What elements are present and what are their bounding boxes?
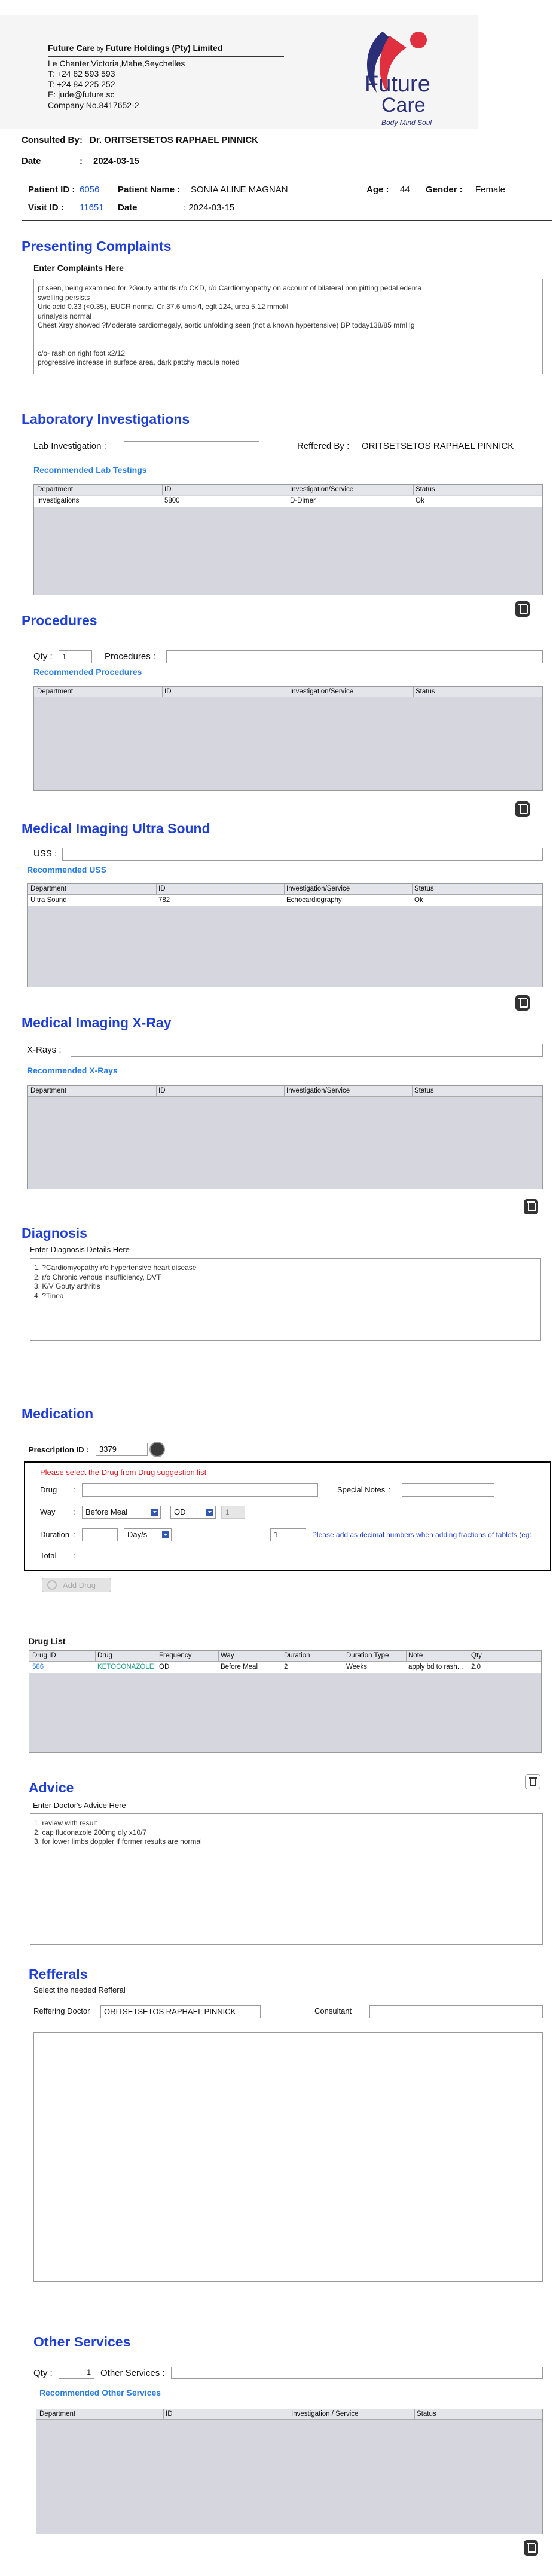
patient-name-label: Patient Name : bbox=[118, 185, 181, 195]
diagnosis-title: Diagnosis bbox=[22, 1225, 87, 1241]
medication-form bbox=[24, 1461, 551, 1571]
lab-row-department: Investigations bbox=[37, 497, 80, 504]
druglist-row-qty: 2.0 bbox=[471, 1663, 481, 1671]
col-separator bbox=[156, 1086, 157, 1097]
company-tel-1: T: +24 82 593 593 bbox=[48, 69, 115, 78]
xray-input[interactable] bbox=[71, 1044, 543, 1057]
druglist-col-duration-type: Duration Type bbox=[346, 1652, 389, 1659]
gender-label: Gender : bbox=[426, 185, 463, 195]
other-services-title: Other Services bbox=[33, 2334, 131, 2349]
col-separator bbox=[412, 884, 413, 895]
patient-id-label: Patient ID : bbox=[28, 185, 75, 195]
druglist-row-drug: KETOCONAZOLE bbox=[97, 1663, 154, 1671]
total-colon: : bbox=[73, 1551, 75, 1560]
advice-title: Advice bbox=[29, 1780, 74, 1795]
diagnosis-subtitle: Enter Diagnosis Details Here bbox=[30, 1245, 130, 1254]
druglist-row-note: apply bd to rash... bbox=[408, 1663, 463, 1671]
uss-col-id: ID bbox=[158, 885, 166, 892]
uss-col-service: Investigation/Service bbox=[286, 885, 350, 892]
tablets-input[interactable]: 1 bbox=[270, 1528, 306, 1541]
referring-doctor-input[interactable]: ORITSETSETOS RAPHAEL PINNICK bbox=[100, 2005, 261, 2018]
other-col-department: Department bbox=[39, 2410, 76, 2418]
lab-col-service: Investigation/Service bbox=[290, 486, 354, 493]
druglist-col-duration: Duration bbox=[284, 1652, 310, 1659]
druglist-col-qty: Qty bbox=[471, 1652, 482, 1659]
lab-row-id: 5800 bbox=[164, 497, 180, 504]
company-info bbox=[48, 43, 284, 111]
trash-can-body bbox=[530, 1779, 536, 1786]
col-separator bbox=[406, 1651, 407, 1662]
lab-row-status: Ok bbox=[416, 497, 424, 504]
druglist-grid-header bbox=[29, 1651, 541, 1662]
chevron-down-icon bbox=[206, 1509, 213, 1516]
chevron-down-icon bbox=[162, 1531, 169, 1538]
table-row[interactable] bbox=[34, 496, 542, 507]
way-value: Before Meal bbox=[85, 1507, 128, 1516]
drug-label: Drug bbox=[40, 1485, 57, 1494]
other-col-id: ID bbox=[166, 2410, 173, 2418]
col-separator bbox=[156, 884, 157, 895]
xray-grid-header bbox=[28, 1086, 542, 1097]
lab-title: Laboratory Investigations bbox=[22, 411, 190, 427]
other-recommended-title: Recommended Other Services bbox=[39, 2388, 161, 2397]
col-separator bbox=[95, 1651, 96, 1662]
visit-id-label: Visit ID : bbox=[28, 203, 64, 213]
frequency-select[interactable] bbox=[170, 1506, 216, 1519]
referring-doctor-label: Reffering Doctor bbox=[33, 2006, 90, 2015]
uss-grid bbox=[27, 883, 543, 987]
patient-id: 6056 bbox=[80, 185, 100, 195]
other-field-label: Other Services : bbox=[100, 2368, 165, 2378]
uss-row-id: 782 bbox=[158, 897, 170, 904]
frequency-value: OD bbox=[174, 1507, 186, 1516]
druglist-col-drug-id: Drug ID bbox=[32, 1652, 56, 1659]
proc-col-service: Investigation/Service bbox=[290, 688, 354, 695]
proc-col-id: ID bbox=[164, 688, 172, 695]
special-notes-colon: : bbox=[389, 1485, 391, 1494]
consult-date: 2024-03-15 bbox=[93, 156, 139, 166]
col-separator bbox=[412, 1086, 413, 1097]
druglist-title: Drug List bbox=[29, 1636, 66, 1646]
visit-date: : 2024-03-15 bbox=[184, 203, 235, 213]
duration-input[interactable] bbox=[82, 1528, 118, 1541]
col-separator bbox=[162, 485, 163, 495]
lab-grid-header bbox=[34, 485, 542, 495]
add-circle-icon bbox=[47, 1580, 57, 1590]
lab-investigation-input[interactable] bbox=[124, 441, 259, 454]
drug-input[interactable] bbox=[82, 1483, 318, 1497]
xray-col-department: Department bbox=[30, 1087, 67, 1094]
company-address: Le Chanter,Victoria,Mahe,Seychelles bbox=[48, 58, 185, 68]
complaints-title: Presenting Complaints bbox=[22, 238, 172, 254]
uss-field-label: USS : bbox=[33, 849, 57, 859]
col-separator bbox=[162, 687, 163, 697]
chevron-down-icon bbox=[151, 1509, 158, 1516]
druglist-row-duration-type: Weeks bbox=[346, 1663, 367, 1671]
complaints-textarea[interactable]: pt seen, being examined for ?Gouty arthritis r/o CKD, r/o Cardiomyopathy on account of bilateral non pitting pedal edema swelling persists Uric acid 0.33 (<0.35), EUCR normal Cr 37.6 umol/l, eglt 124, urea 5.12 mmol/l urinalysis normal Chest Xray showed ?Moderate cardiomegaly, aortic unfolding seen (not a known hypertensive) BP today138/85 mmHg c/o- rash on right foot x2/12 progressive increase in surface area, dark patchy macula noted bbox=[33, 279, 543, 374]
xray-title: Medical Imaging X-Ray bbox=[22, 1015, 172, 1030]
tablets-hint: Please add as decimal numbers when adding fractions of tablets (eg: bbox=[312, 1531, 531, 1539]
patient-age: 44 bbox=[400, 185, 410, 195]
proc-col-status: Status bbox=[416, 688, 435, 695]
uss-grid-header bbox=[28, 884, 542, 895]
procedures-qty-label: Qty : bbox=[33, 651, 53, 662]
refresh-icon[interactable] bbox=[149, 1442, 165, 1457]
procedures-field-label: Procedures : bbox=[105, 651, 156, 662]
company-tel-2: T: +24 84 225 252 bbox=[48, 79, 115, 89]
logo-text-care: Care bbox=[381, 94, 426, 117]
total-label: Total bbox=[40, 1551, 57, 1560]
other-delete-icon[interactable] bbox=[524, 2540, 538, 2556]
procedures-title: Procedures bbox=[22, 613, 97, 628]
logo-tagline: Body Mind Soul bbox=[381, 118, 432, 127]
other-services-grid bbox=[36, 2409, 543, 2534]
lab-referred-by: ORITSETSETOS RAPHAEL PINNICK bbox=[362, 441, 514, 451]
druglist-row-drug-id[interactable]: 586 bbox=[32, 1663, 44, 1671]
druglist-col-frequency: Frequency bbox=[159, 1652, 192, 1659]
add-drug-button[interactable] bbox=[42, 1578, 111, 1592]
drug-colon: : bbox=[73, 1485, 75, 1494]
col-separator bbox=[414, 2409, 415, 2420]
duration-unit-select[interactable] bbox=[124, 1528, 172, 1541]
col-separator bbox=[218, 1651, 219, 1662]
procedures-delete-icon[interactable] bbox=[515, 801, 530, 817]
future-care-logo bbox=[359, 27, 442, 131]
lab-row-service: D-Dimer bbox=[290, 497, 316, 504]
medication-warning: Please select the Drug from Drug suggestion list bbox=[40, 1468, 207, 1477]
age-label: Age : bbox=[366, 185, 389, 195]
trash-can-lid bbox=[529, 1777, 537, 1779]
lab-referred-label: Reffered By : bbox=[297, 441, 350, 451]
other-grid-header bbox=[36, 2409, 542, 2420]
consult-date-label: Date bbox=[22, 156, 41, 166]
druglist-row-way: Before Meal bbox=[221, 1663, 258, 1671]
table-row[interactable] bbox=[28, 895, 542, 906]
patient-info-box bbox=[22, 178, 552, 221]
uss-col-status: Status bbox=[414, 885, 434, 892]
lab-grid bbox=[33, 484, 543, 595]
patient-gender: Female bbox=[475, 185, 506, 195]
xray-col-id: ID bbox=[158, 1087, 166, 1094]
advice-subtitle: Enter Doctor's Advice Here bbox=[33, 1801, 126, 1810]
uss-title: Medical Imaging Ultra Sound bbox=[22, 821, 210, 836]
table-row[interactable] bbox=[29, 1662, 541, 1673]
frequency-count: 1 bbox=[221, 1506, 245, 1519]
col-separator bbox=[413, 687, 414, 697]
xray-field-label: X-Rays : bbox=[27, 1045, 62, 1055]
uss-row-status: Ok bbox=[414, 897, 423, 904]
consultant-input[interactable] bbox=[369, 2005, 543, 2018]
referrals-title: Refferals bbox=[29, 1966, 88, 1982]
add-drug-label: Add Drug bbox=[63, 1581, 96, 1590]
duration-unit-value: Day/s bbox=[127, 1530, 148, 1539]
druglist-delete-icon[interactable] bbox=[525, 1774, 540, 1789]
company-email: E: jude@future.sc bbox=[48, 90, 115, 99]
logo-text-future: Future bbox=[365, 72, 430, 97]
uss-input[interactable] bbox=[62, 848, 543, 861]
procedures-input[interactable] bbox=[166, 650, 543, 663]
lab-delete-icon[interactable] bbox=[515, 601, 530, 617]
other-qty-input[interactable]: 1 bbox=[59, 2367, 94, 2379]
other-col-service: Investigation / Service bbox=[291, 2410, 359, 2418]
company-name: Future Care by Future Holdings (Pty) Limited bbox=[48, 43, 223, 53]
lab-col-id: ID bbox=[164, 486, 172, 493]
procedures-grid-header bbox=[34, 687, 542, 697]
consulted-by-colon: : bbox=[80, 135, 83, 145]
consulted-by-doctor: Dr. ORITSETSETOS RAPHAEL PINNICK bbox=[90, 135, 258, 145]
medication-title: Medication bbox=[22, 1406, 94, 1421]
lab-field-label: Lab Investigation : bbox=[33, 441, 106, 451]
druglist-grid bbox=[29, 1650, 542, 1753]
consultant-label: Consultant bbox=[314, 2006, 352, 2015]
way-colon: : bbox=[73, 1507, 75, 1516]
advice-textarea[interactable]: 1. review with result 2. cap fluconazole 200mg dly x10/7 3. for lower limbs doppler if former results are normal bbox=[30, 1813, 543, 1945]
other-qty-label: Qty : bbox=[33, 2368, 53, 2378]
lab-col-department: Department bbox=[37, 486, 74, 493]
uss-col-department: Department bbox=[30, 885, 67, 892]
col-separator bbox=[413, 485, 414, 495]
col-separator bbox=[284, 884, 285, 895]
lab-col-status: Status bbox=[416, 486, 435, 493]
other-services-input[interactable] bbox=[171, 2367, 543, 2379]
lab-recommended-title: Recommended Lab Testings bbox=[33, 465, 147, 475]
druglist-col-way: Way bbox=[221, 1652, 234, 1659]
visit-date-label: Date bbox=[118, 203, 138, 213]
diagnosis-textarea[interactable]: 1. ?Cardiomyopathy r/o hypertensive heart disease 2. r/o Chronic venous insufficiency, DVT 3. K/V Gouty arthritis 4. ?Tinea bbox=[30, 1258, 541, 1341]
consult-date-colon: : bbox=[80, 156, 83, 166]
referrals-subtitle: Select the needed Refferal bbox=[33, 1985, 126, 1994]
druglist-col-note: Note bbox=[408, 1652, 423, 1659]
xray-col-status: Status bbox=[414, 1087, 434, 1094]
special-notes-label: Special Notes bbox=[337, 1485, 386, 1494]
duration-colon: : bbox=[73, 1530, 75, 1539]
complaints-subtitle: Enter Complaints Here bbox=[33, 263, 124, 273]
xray-col-service: Investigation/Service bbox=[286, 1087, 350, 1094]
duration-label: Duration bbox=[40, 1530, 70, 1539]
procedures-grid bbox=[33, 686, 543, 791]
xray-delete-icon[interactable] bbox=[524, 1199, 538, 1214]
prescription-id-input[interactable]: 3379 bbox=[96, 1443, 148, 1456]
col-separator bbox=[163, 2409, 164, 2420]
uss-recommended-title: Recommended USS bbox=[27, 865, 107, 874]
consulted-by-label: Consulted By bbox=[22, 135, 80, 145]
visit-id: 11651 bbox=[80, 203, 104, 213]
referral-letter-area[interactable] bbox=[33, 2032, 543, 2282]
procedures-recommended-title: Recommended Procedures bbox=[33, 667, 142, 677]
druglist-col-drug: Drug bbox=[97, 1652, 112, 1659]
special-notes-input[interactable] bbox=[402, 1483, 494, 1497]
xray-recommended-title: Recommended X-Rays bbox=[27, 1066, 118, 1075]
uss-row-department: Ultra Sound bbox=[30, 897, 67, 904]
way-select[interactable] bbox=[82, 1506, 161, 1519]
company-number: Company No.8417652-2 bbox=[48, 100, 139, 110]
druglist-row-duration: 2 bbox=[284, 1663, 288, 1671]
company-divider bbox=[48, 56, 284, 57]
patient-name: SONIA ALINE MAGNAN bbox=[191, 185, 288, 195]
procedures-qty-input[interactable]: 1 bbox=[59, 650, 92, 663]
way-label: Way bbox=[40, 1507, 56, 1516]
xray-grid bbox=[27, 1085, 543, 1189]
col-separator bbox=[284, 1086, 285, 1097]
prescription-id-label: Prescription ID : bbox=[29, 1445, 89, 1454]
other-col-status: Status bbox=[417, 2410, 436, 2418]
uss-row-service: Echocardiography bbox=[286, 897, 342, 904]
uss-delete-icon[interactable] bbox=[515, 995, 530, 1011]
druglist-row-frequency: OD bbox=[159, 1663, 170, 1671]
proc-col-department: Department bbox=[37, 688, 74, 695]
